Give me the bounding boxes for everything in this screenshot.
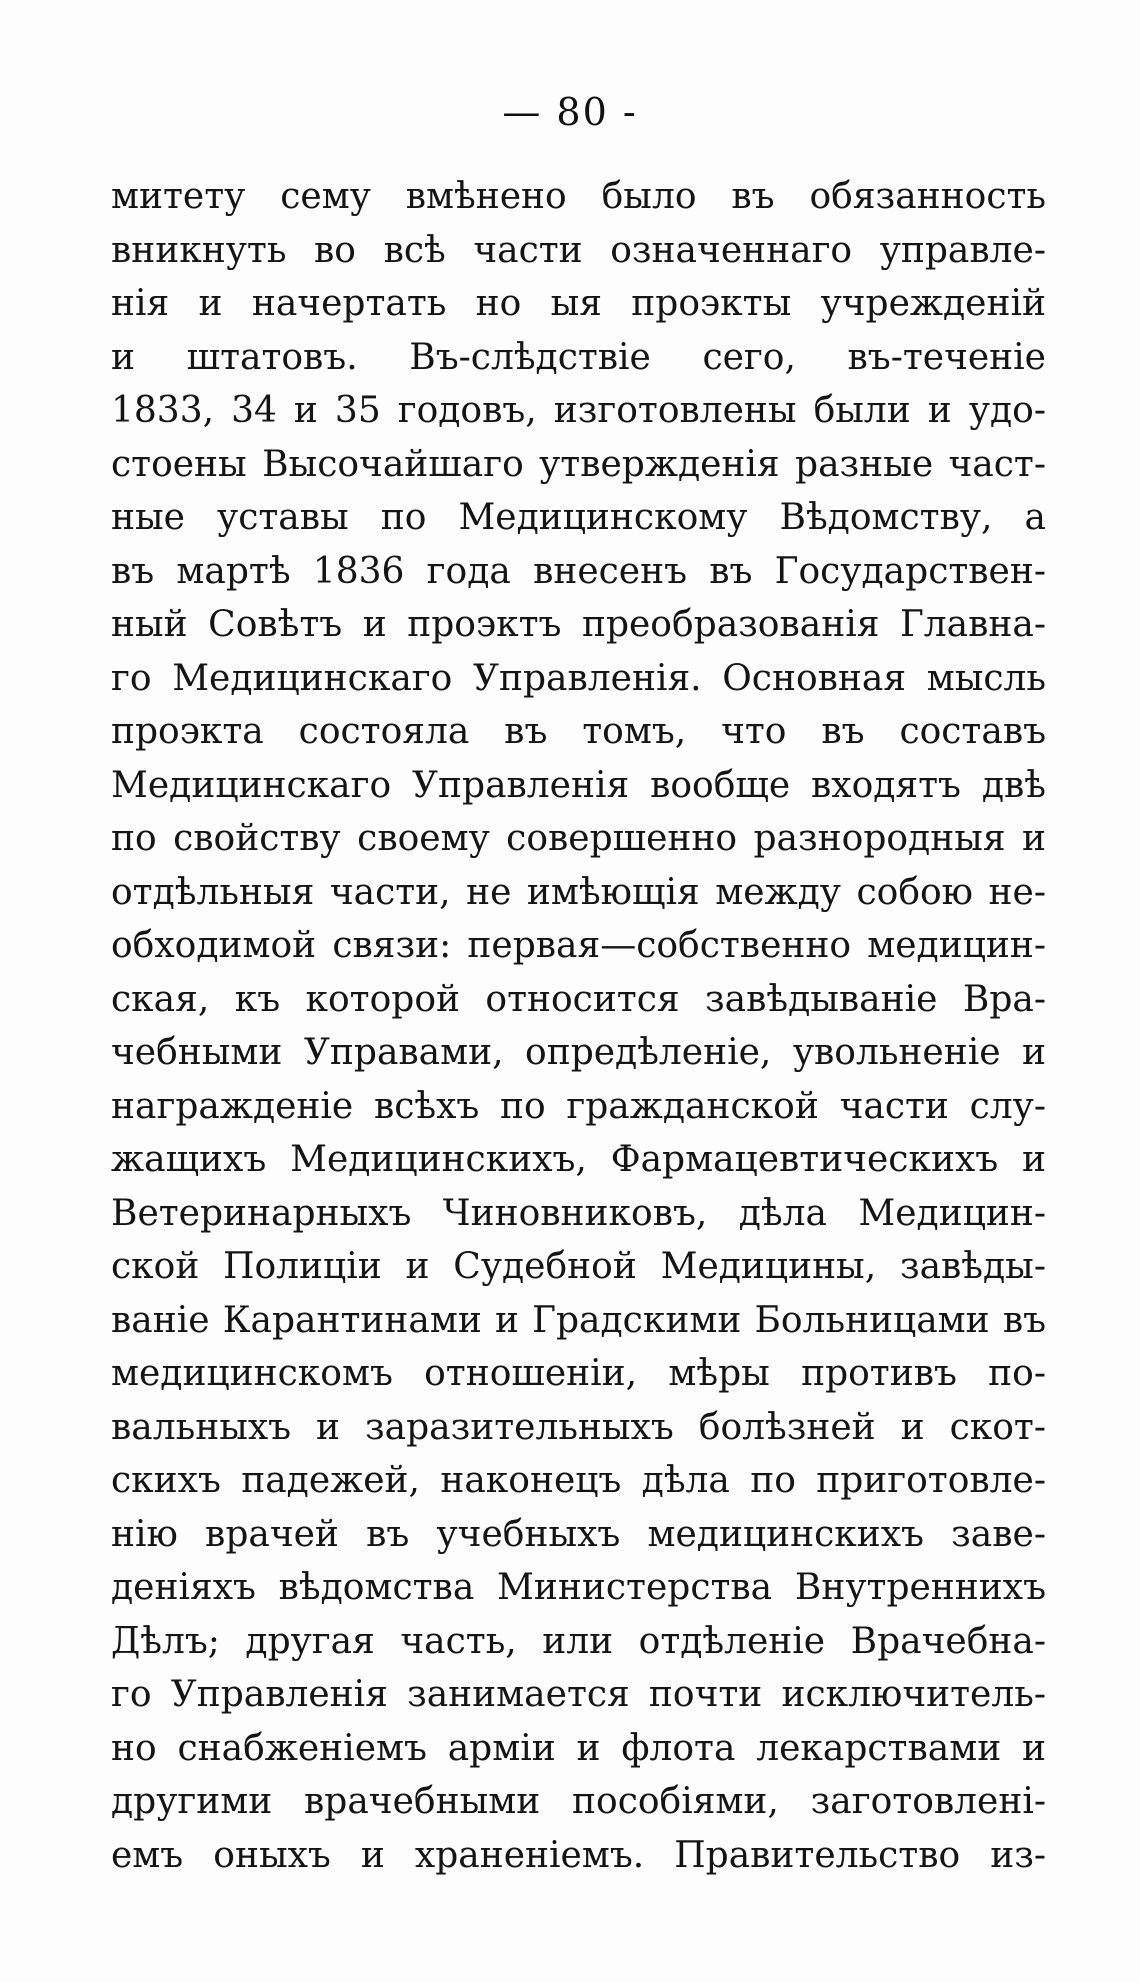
text-line: ный Совѣтъ и проэктъ преобразованія Главна- <box>111 604 1046 645</box>
text-line: Медицинскаго Управленія вообще входятъ двѣ <box>111 764 1046 806</box>
text-line: Дѣлъ; другая часть, или отдѣленіе Врачебна- <box>111 1620 1046 1662</box>
text-line: Ветеринарныхъ Чиновниковъ, дѣла Медицин- <box>111 1192 1046 1234</box>
text-line: 1833, 34 и 35 годовъ, изготовлены были и удо- <box>111 390 1046 431</box>
text-line: въ мартѣ 1836 года внесенъ въ Государствен- <box>111 550 1046 592</box>
text-line: ваніе Карантинами и Градскими Больницами въ <box>111 1299 1046 1341</box>
text-line: медицинскомъ отношеніи, мѣры противъ по- <box>111 1353 1046 1394</box>
text-line: другими врачебными пособіями, заготовлені- <box>111 1781 1046 1822</box>
text-line: проэкта состояла въ томъ, что въ составъ <box>111 711 1046 752</box>
text-line: нію врачей въ учебныхъ медицинскихъ заве- <box>111 1513 1046 1555</box>
text-line: ные уставы по Медицинскому Вѣдомству, а <box>111 497 1046 538</box>
text-line: емъ оныхъ и храненіемъ. Правительство из- <box>111 1834 1046 1876</box>
text-line: вальныхъ и заразительныхъ болѣзней и скот- <box>111 1406 1046 1448</box>
page-number: — 80 - <box>502 90 638 134</box>
text-line: стоены Высочайшаго утвержденія разные част- <box>111 443 1046 485</box>
text-line: жащихъ Медицинскихъ, Фармацевтическихъ и <box>111 1139 1046 1180</box>
text-line: вникнуть во всѣ части означеннаго управле- <box>111 229 1046 271</box>
text-line: митету сему вмѣнено было въ обязанность <box>111 176 1046 217</box>
text-line: чебными Управами, опредѣленіе, увольненіе и <box>111 1032 1046 1073</box>
text-line: ская, къ которой относится завѣдываніе Вра- <box>111 978 1046 1020</box>
text-line: скихъ падежей, наконецъ дѣла по приготовле- <box>111 1460 1046 1501</box>
text-line: го Медицинскаго Управленія. Основная мысль <box>111 657 1046 699</box>
body-text <box>111 170 1046 1882</box>
text-line: ской Полиціи и Судебной Медицины, завѣды- <box>111 1246 1046 1287</box>
text-line: по свойству своему совершенно разнородныя и <box>111 818 1046 859</box>
text-line: обходимой связи: первая—собственно медицин- <box>111 925 1046 966</box>
text-line: деніяхъ вѣдомства Министерства Внутреннихъ <box>111 1567 1046 1608</box>
text-line: нія и начертать но ыя проэкты учрежденій <box>111 283 1046 324</box>
text-line: но снабженіемъ арміи и флота лекарствами и <box>111 1727 1046 1769</box>
text-line: и штатовъ. Въ-слѣдствіе сего, въ-теченіе <box>111 336 1046 378</box>
text-line: го Управленія занимается почти исключитель- <box>111 1674 1046 1715</box>
text-line: награжденіе всѣхъ по гражданской части слу- <box>111 1085 1046 1127</box>
text-line: отдѣльныя части, не имѣющія между собою не- <box>111 871 1046 913</box>
